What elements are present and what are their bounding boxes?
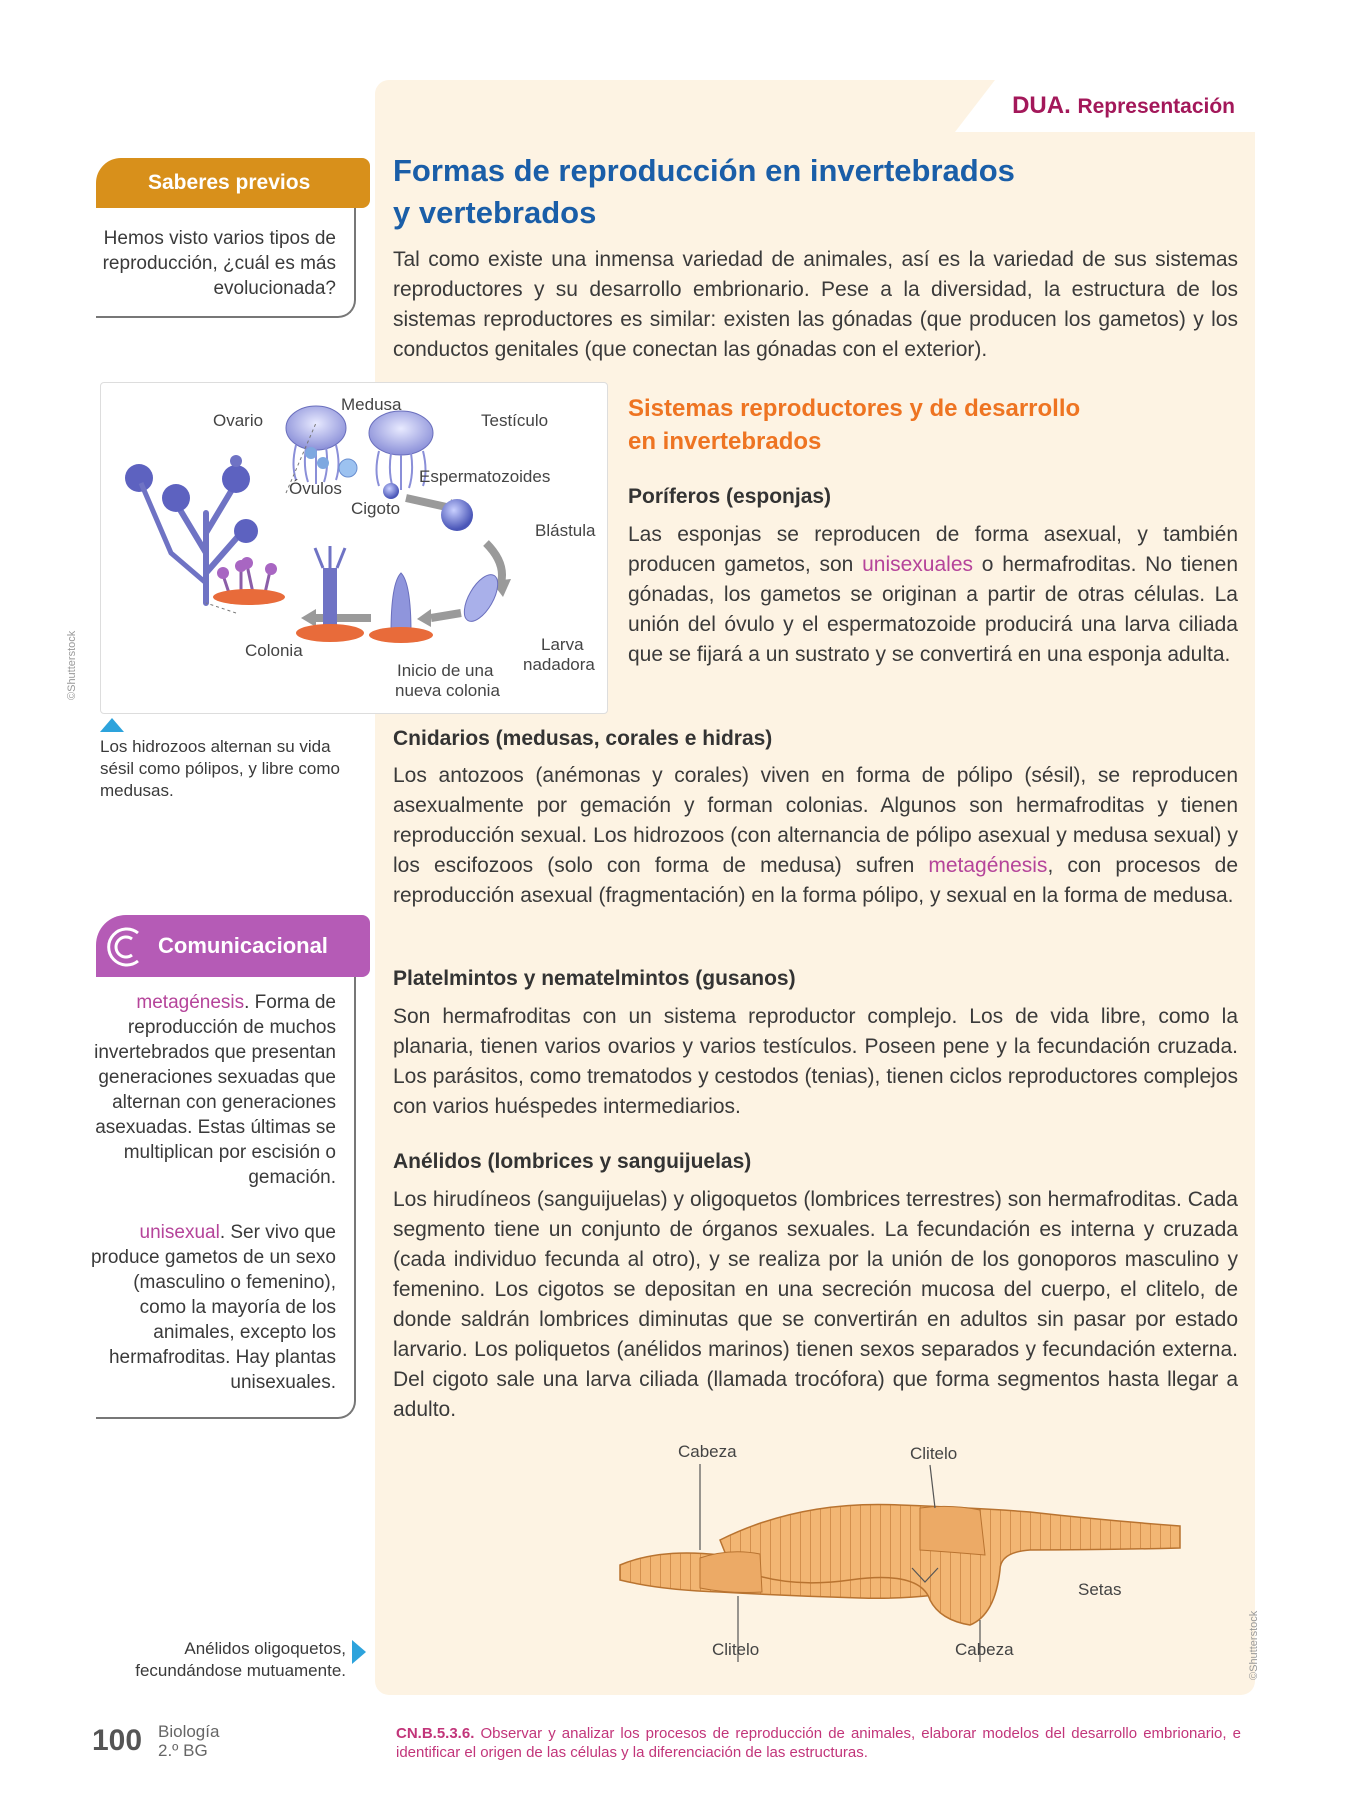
comunicacional-c-icon [102, 923, 148, 969]
label-inicio: Inicio de una [397, 661, 494, 680]
label-testiculo: Testículo [481, 411, 549, 430]
label-cabeza-top: Cabeza [678, 1442, 737, 1461]
poriferos-paragraph: Las esponjas se reproducen de forma asexual, y también producen gametos, son unisexuales o hermafroditas. No tienen gónadas, los gametos se originan a partir de otras células. La unión del óvulo y el espermatozoide producirá una larva ciliada que se fijará a un sustrato y se convertirá en una esponja adulta. [628, 523, 1238, 666]
footer-subject: Biología 2.º BG [158, 1722, 220, 1760]
label-setas: Setas [1078, 1580, 1122, 1599]
caption-arrow-right-icon [352, 1640, 366, 1664]
figure1-credit: ©Shutterstock [66, 630, 78, 700]
label-medusa: Medusa [341, 395, 402, 414]
label-espermatozoides: Espermatozoides [419, 467, 551, 486]
label-cigoto: Cigoto [351, 499, 401, 518]
section-heading: Sistemas reproductores y de desarrollo en invertebrados [628, 395, 1081, 455]
page-number: 100 [92, 1724, 143, 1757]
saberes-previos-header: Saberes previos [96, 158, 370, 208]
label-cabeza-bottom: Cabeza [955, 1640, 1014, 1659]
dua-label: DUA. Representación [1012, 92, 1235, 119]
label-nueva-colonia: nueva colonia [395, 681, 500, 700]
caption-arrow-up-icon [100, 718, 124, 732]
label-ovulos: Óvulos [289, 479, 342, 498]
figure2-caption: Anélidos oligoquetos, fecundándose mutuamente. [135, 1639, 346, 1680]
earthworm-figure [600, 1440, 1200, 1670]
figure2-credit: ©Shutterstock [1248, 1610, 1260, 1680]
label-nadadora: nadadora [523, 655, 595, 674]
saberes-previos-text: Hemos visto varios tipos de reproducción, ¿cuál es más evolucionada? [102, 228, 336, 299]
term-unisexuales[interactable]: unisexuales [862, 553, 973, 576]
platelmintos-heading: Platelmintos y nematelmintos (gusanos) [393, 967, 796, 990]
figure1-caption: Los hidrozoos alternan su vida sésil como pólipos, y libre como medusas. [100, 737, 340, 800]
label-clitelo-top: Clitelo [910, 1444, 958, 1463]
earthworm-illustration [600, 1440, 1200, 1670]
page-title: Formas de reproducción en invertebrados y vertebrados [393, 153, 1015, 230]
intro-paragraph: Tal como existe una inmensa variedad de animales, así es la variedad de sus sistemas reproductores y su desarrollo embrionario. Pese a la diversidad, la estructura de los sistemas reproductores es similar: existen las gónadas (que producen los gametos) y los conductos genitales (que conectan las gónadas con el exterior). [393, 248, 1238, 361]
term-metagenesis[interactable]: metagénesis [928, 854, 1048, 877]
glossary-metagenesis: metagénesis. Forma de reproducción de muchos invertebrados que presentan generaciones sexuadas que alternan con generaciones asexuadas. Estas últimas se multiplican por escisión o gemación. [94, 992, 336, 1188]
curriculum-standard: CN.B.5.3.6. Observar y analizar los procesos de reproducción de animales, elaborar modelos del desarrollo embrionario, e identificar el origen de las células y la diferenciación de las estructuras. [396, 1725, 1241, 1761]
cnidarios-paragraph: Los antozoos (anémonas y corales) viven en forma de pólipo (sésil), se reproducen asexualmente por gemación y forman colonias. Algunos son hermafroditas y tienen reproducción sexual. Los hidrozoos (con alternancia de pólipo asexual y medusa sexual) y los escifozoos (solo con forma de medusa) sufren metagénesis, con procesos de reproducción asexual (fragmentación) en la forma pólipo, y sexual en la forma de medusa. [393, 764, 1239, 907]
cnidarios-heading: Cnidarios (medusas, corales e hidras) [393, 727, 773, 750]
label-larva: Larva [541, 635, 584, 654]
anelidos-heading: Anélidos (lombrices y sanguijuelas) [393, 1150, 752, 1173]
label-ovario: Ovario [213, 411, 264, 430]
label-blastula: Blástula [535, 521, 596, 540]
comunicacional-header: Comunicacional [96, 915, 370, 977]
label-colonia: Colonia [245, 641, 303, 660]
poriferos-heading: Poríferos (esponjas) [628, 485, 832, 508]
hydrozoan-cycle-figure [100, 382, 608, 714]
platelmintos-paragraph: Son hermafroditas con un sistema reproductor complejo. Los de vida libre, como la planaria, tienen varios ovarios y varios testículos. Poseen pene y la fecundación cruzada. Los parásitos, como trematodos y cestodos (tenias), tienen ciclos reproductores complejos con varios huéspedes intermediarios. [393, 1005, 1238, 1118]
anelidos-paragraph: Los hirudíneos (sanguijuelas) y oligoquetos (lombrices terrestres) son hermafroditas. Cada segmento tiene un conjunto de órganos sexuales. La fecundación es interna y cruzada (cada individuo fecunda al otro), y se realiza por la unión de los gonoporos masculino y femenino. Los cigotos se depositan en una secreción mucosa del cuerpo, el clitelo, de donde saldrán lombrices diminutas que se convertirán en adultos sin pasar por estado larvario. Los poliquetos (anélidos marinos) tienen sexos separados y fecundación externa. Del cigoto sale una larva ciliada (llamada trocófora) que forma segmentos hasta llegar a adulto. [393, 1188, 1238, 1421]
label-clitelo-bottom: Clitelo [712, 1640, 760, 1659]
glossary-unisexual: unisexual. Ser vivo que produce gametos de un sexo (masculino o femenino), como la mayoría de los animales, excepto los hermafroditas. Hay plantas unisexuales. [90, 1222, 336, 1393]
